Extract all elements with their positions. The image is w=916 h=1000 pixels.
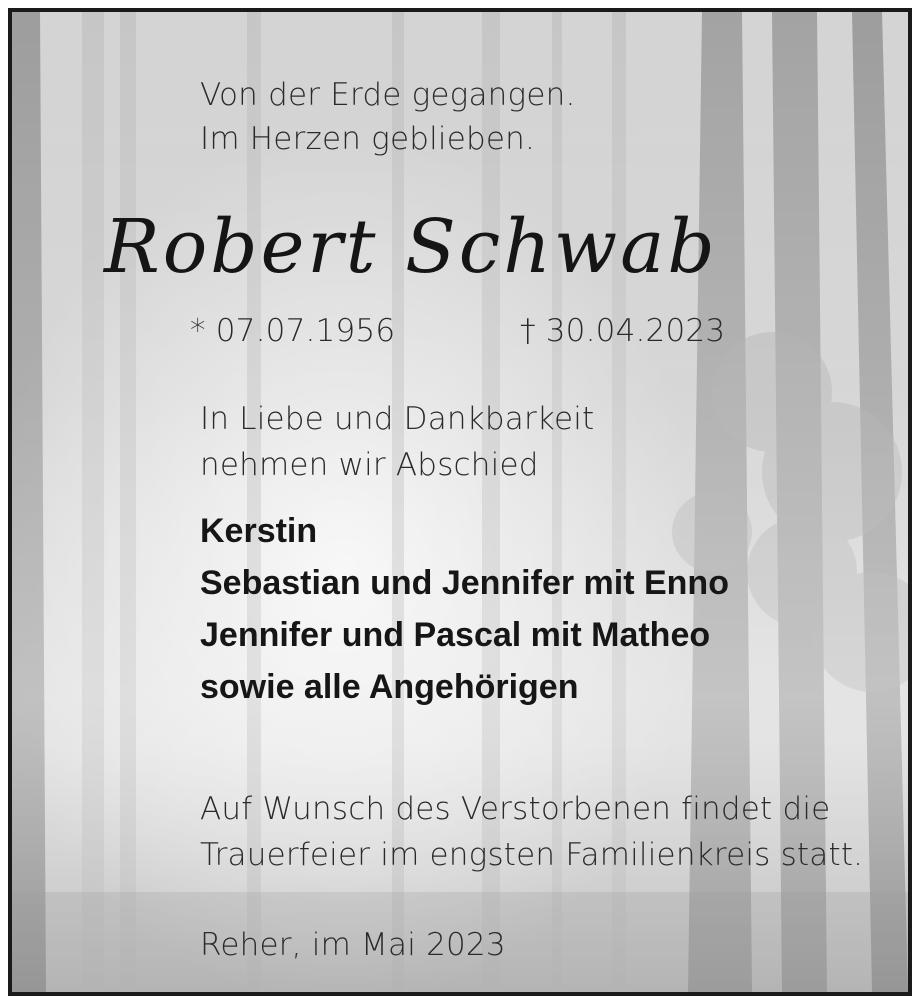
notice-line-1: Auf Wunsch des Verstorbenen findet die — [200, 791, 831, 827]
farewell-line-1: In Liebe und Dankbarkeit — [200, 401, 595, 437]
verse-line-1: Von der Erde gegangen. — [200, 77, 576, 113]
mourner-line: Sebastian und Jennifer mit Enno — [200, 564, 729, 602]
obituary-text — [12, 12, 908, 992]
farewell-line-2: nehmen wir Abschied — [200, 447, 539, 483]
mourner-line: sowie alle Angehörigen — [200, 668, 579, 706]
deceased-name: Robert Schwab — [104, 204, 718, 290]
mourner-line: Kerstin — [200, 512, 318, 550]
birth-date: * 07.07.1956 — [190, 313, 396, 349]
verse-line-2: Im Herzen geblieben. — [200, 121, 536, 157]
death-date: † 30.04.2023 — [520, 313, 726, 349]
notice-line-2: Trauerfeier im engsten Familienkreis statt. — [200, 837, 864, 873]
obituary-frame — [8, 8, 912, 996]
mourner-line: Jennifer und Pascal mit Matheo — [200, 616, 711, 654]
place-and-date: Reher, im Mai 2023 — [200, 927, 506, 963]
